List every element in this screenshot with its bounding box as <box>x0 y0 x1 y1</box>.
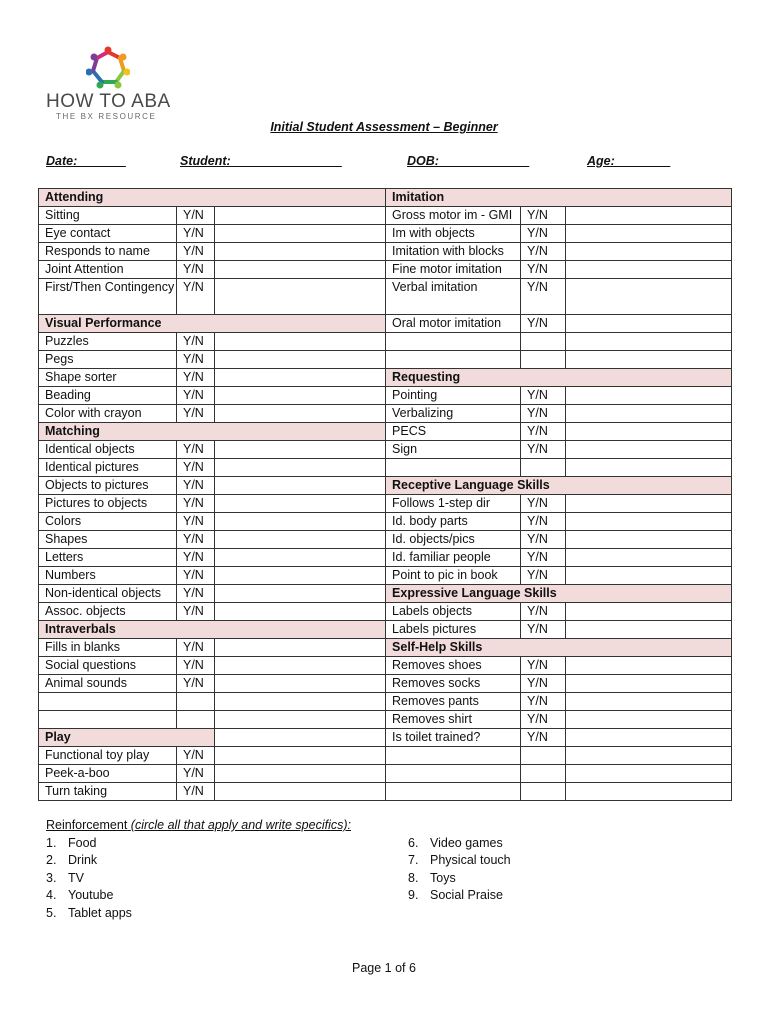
notes-cell[interactable] <box>215 693 386 711</box>
table-row <box>39 729 732 747</box>
yes-no-cell[interactable]: Y/N <box>521 657 566 675</box>
notes-cell[interactable] <box>521 351 566 369</box>
notes-cell[interactable] <box>215 387 386 405</box>
item-number: 6. <box>408 836 419 850</box>
yes-no-cell[interactable]: Y/N <box>521 513 566 531</box>
skill-label: Fills in blanks <box>39 639 177 657</box>
section-header: Requesting <box>386 369 732 387</box>
reinforcement-item[interactable] <box>46 852 132 869</box>
yes-no-cell[interactable]: Y/N <box>177 351 215 369</box>
item-number: 9. <box>408 888 419 903</box>
logo-title: HOW TO ABA <box>46 91 171 112</box>
table-row <box>39 621 732 639</box>
skill-label: Eye contact <box>39 225 177 243</box>
notes-cell[interactable] <box>566 567 732 585</box>
table-row <box>39 567 732 585</box>
skill-label: Labels objects <box>386 603 521 621</box>
notes-cell[interactable] <box>566 387 732 405</box>
yes-no-cell[interactable]: Y/N <box>177 639 215 657</box>
notes-cell[interactable] <box>386 747 521 765</box>
notes-cell[interactable] <box>566 729 732 747</box>
table-row <box>39 765 732 783</box>
yes-no-cell[interactable]: Y/N <box>521 729 566 747</box>
table-row <box>39 513 732 531</box>
notes-cell[interactable] <box>566 207 732 225</box>
yes-no-cell[interactable]: Y/N <box>177 585 215 603</box>
yes-no-cell[interactable]: Y/N <box>177 387 215 405</box>
notes-cell[interactable] <box>215 369 386 387</box>
skill-label: Imitation with blocks <box>386 243 521 261</box>
yes-no-cell[interactable]: Y/N <box>177 225 215 243</box>
notes-cell[interactable] <box>215 765 386 783</box>
yes-no-cell[interactable]: Y/N <box>177 765 215 783</box>
notes-cell[interactable] <box>215 405 386 423</box>
skill-label: Objects to pictures <box>39 477 177 495</box>
table-row <box>39 333 732 351</box>
table-row <box>39 531 732 549</box>
yes-no-cell[interactable]: Y/N <box>521 549 566 567</box>
reinforcement-item[interactable] <box>408 835 511 852</box>
notes-cell[interactable] <box>386 351 521 369</box>
yes-no-cell[interactable]: Y/N <box>521 423 566 441</box>
yes-no-cell[interactable]: Y/N <box>177 441 215 459</box>
reinforcement-item[interactable] <box>46 835 132 852</box>
skill-label: Sitting <box>39 207 177 225</box>
skill-label: Responds to name <box>39 243 177 261</box>
table-row <box>39 315 732 333</box>
item-label: Video games <box>430 836 503 850</box>
notes-cell[interactable] <box>215 513 386 531</box>
yes-no-cell[interactable]: Y/N <box>177 675 215 693</box>
yes-no-cell[interactable]: Y/N <box>521 567 566 585</box>
notes-cell[interactable] <box>566 279 732 315</box>
age-field[interactable]: Age: <box>587 154 671 168</box>
table-row <box>39 675 732 693</box>
notes-cell[interactable] <box>215 351 386 369</box>
table-row <box>39 783 732 801</box>
skill-label: Pointing <box>386 387 521 405</box>
yes-no-cell[interactable]: Y/N <box>521 711 566 729</box>
skill-label: Assoc. objects <box>39 603 177 621</box>
skill-label: Removes pants <box>386 693 521 711</box>
notes-cell[interactable] <box>566 261 732 279</box>
skill-label: Letters <box>39 549 177 567</box>
notes-cell[interactable] <box>566 711 732 729</box>
notes-cell[interactable] <box>566 243 732 261</box>
yes-no-cell[interactable]: Y/N <box>177 531 215 549</box>
item-label: Toys <box>430 870 456 885</box>
table-row <box>39 405 732 423</box>
skill-label: Shapes <box>39 531 177 549</box>
page-number: Page 1 of 6 <box>352 961 416 975</box>
yes-no-cell[interactable]: Y/N <box>521 243 566 261</box>
date-field[interactable]: Date: <box>46 154 126 168</box>
skill-label: Im with objects <box>386 225 521 243</box>
notes-cell[interactable] <box>566 621 732 639</box>
notes-cell[interactable] <box>521 747 566 765</box>
table-row <box>39 603 732 621</box>
item-label: Food <box>68 836 97 850</box>
how-to-aba-logo <box>46 44 170 120</box>
skill-label: Peek-a-boo <box>39 765 177 783</box>
skill-label: Beading <box>39 387 177 405</box>
student-field[interactable]: Student: <box>180 154 342 168</box>
section-header: Attending <box>39 189 386 207</box>
skill-label: Pictures to objects <box>39 495 177 513</box>
notes-cell[interactable] <box>215 783 386 801</box>
notes-cell[interactable] <box>215 729 386 747</box>
skill-label: Colors <box>39 513 177 531</box>
reinforcement-note: (circle all that apply and write specifics): <box>130 818 352 832</box>
notes-cell[interactable] <box>566 531 732 549</box>
reinforcement-label: Reinforcement <box>46 818 128 832</box>
skill-label: Identical objects <box>39 441 177 459</box>
notes-cell[interactable] <box>215 567 386 585</box>
table-row <box>39 711 732 729</box>
skill-label: Numbers <box>39 567 177 585</box>
yes-no-cell[interactable]: Y/N <box>177 477 215 495</box>
yes-no-cell[interactable]: Y/N <box>521 279 566 315</box>
skill-label: Verbal imitation <box>386 279 521 315</box>
skill-label: Identical pictures <box>39 459 177 477</box>
notes-cell[interactable] <box>215 675 386 693</box>
yes-no-cell[interactable]: Y/N <box>177 567 215 585</box>
skill-label: Social questions <box>39 657 177 675</box>
notes-cell[interactable] <box>566 459 732 477</box>
notes-cell[interactable] <box>215 603 386 621</box>
skill-label: Sign <box>386 441 521 459</box>
yes-no-cell[interactable]: Y/N <box>177 369 215 387</box>
table-row <box>39 225 732 243</box>
notes-cell[interactable] <box>215 441 386 459</box>
table-row <box>39 279 732 315</box>
section-header: Expressive Language Skills <box>386 585 732 603</box>
notes-cell[interactable] <box>215 459 386 477</box>
table-row <box>39 351 732 369</box>
notes-cell[interactable] <box>215 711 386 729</box>
dob-field[interactable]: DOB: <box>407 154 530 168</box>
yes-no-cell[interactable]: Y/N <box>521 315 566 333</box>
notes-cell[interactable] <box>215 747 386 765</box>
notes-cell[interactable] <box>177 693 215 711</box>
yes-no-cell[interactable]: Y/N <box>177 459 215 477</box>
notes-cell[interactable] <box>215 477 386 495</box>
table-row <box>39 495 732 513</box>
item-label: Tablet apps <box>68 905 132 920</box>
notes-cell[interactable] <box>566 495 732 513</box>
notes-cell[interactable] <box>215 207 386 225</box>
skill-label: Removes shoes <box>386 657 521 675</box>
notes-cell[interactable] <box>566 423 732 441</box>
notes-cell[interactable] <box>215 585 386 603</box>
notes-cell[interactable] <box>39 711 177 729</box>
yes-no-cell[interactable]: Y/N <box>177 603 215 621</box>
notes-cell[interactable] <box>215 639 386 657</box>
yes-no-cell[interactable]: Y/N <box>521 531 566 549</box>
section-header: Matching <box>39 423 386 441</box>
yes-no-cell[interactable]: Y/N <box>177 279 215 315</box>
item-number: 2. <box>46 853 57 868</box>
item-number: 4. <box>46 888 57 903</box>
yes-no-cell[interactable]: Y/N <box>177 513 215 531</box>
skill-label: Color with crayon <box>39 405 177 423</box>
item-number: 7. <box>408 853 419 868</box>
yes-no-cell[interactable]: Y/N <box>521 621 566 639</box>
notes-cell[interactable] <box>215 657 386 675</box>
reinforcement-heading <box>46 818 351 832</box>
table-row <box>39 369 732 387</box>
skill-label: Labels pictures <box>386 621 521 639</box>
reinforcement-list-right <box>408 835 511 905</box>
reinforcement-item[interactable] <box>408 887 511 904</box>
table-row <box>39 261 732 279</box>
table-row <box>39 459 732 477</box>
notes-cell[interactable] <box>566 693 732 711</box>
section-header: Play <box>39 729 215 747</box>
notes-cell[interactable] <box>566 405 732 423</box>
skill-label: Turn taking <box>39 783 177 801</box>
section-header: Imitation <box>386 189 732 207</box>
notes-cell[interactable] <box>566 657 732 675</box>
notes-cell[interactable] <box>215 333 386 351</box>
notes-cell[interactable] <box>215 261 386 279</box>
table-row <box>39 189 732 207</box>
reinforcement-item[interactable] <box>408 852 511 869</box>
yes-no-cell[interactable]: Y/N <box>177 495 215 513</box>
skill-label: Shape sorter <box>39 369 177 387</box>
notes-cell[interactable] <box>386 459 521 477</box>
table-row <box>39 387 732 405</box>
yes-no-cell[interactable]: Y/N <box>521 495 566 513</box>
item-number: 1. <box>46 836 57 850</box>
table-row <box>39 207 732 225</box>
notes-cell[interactable] <box>386 333 521 351</box>
people-circle-logo-icon <box>86 46 130 90</box>
notes-cell[interactable] <box>566 315 732 333</box>
skill-label: Animal sounds <box>39 675 177 693</box>
yes-no-cell[interactable]: Y/N <box>177 243 215 261</box>
skill-label: Removes shirt <box>386 711 521 729</box>
table-row <box>39 639 732 657</box>
notes-cell[interactable] <box>215 279 386 315</box>
notes-cell[interactable] <box>386 765 521 783</box>
notes-cell[interactable] <box>566 783 732 801</box>
item-label: Physical touch <box>430 853 511 868</box>
notes-cell[interactable] <box>566 441 732 459</box>
yes-no-cell[interactable]: Y/N <box>177 783 215 801</box>
reinforcement-item[interactable] <box>46 870 132 887</box>
table-row <box>39 657 732 675</box>
reinforcement-item[interactable] <box>408 870 511 887</box>
yes-no-cell[interactable]: Y/N <box>521 261 566 279</box>
notes-cell[interactable] <box>521 783 566 801</box>
notes-cell[interactable] <box>215 531 386 549</box>
item-label: TV <box>68 870 84 885</box>
yes-no-cell[interactable]: Y/N <box>177 549 215 567</box>
reinforcement-item[interactable] <box>46 887 132 904</box>
table-row <box>39 747 732 765</box>
yes-no-cell[interactable]: Y/N <box>521 441 566 459</box>
item-label: Youtube <box>68 888 114 903</box>
notes-cell[interactable] <box>215 549 386 567</box>
notes-cell[interactable] <box>566 675 732 693</box>
yes-no-cell[interactable]: Y/N <box>177 405 215 423</box>
item-label: Drink <box>68 853 98 868</box>
skill-label: Removes socks <box>386 675 521 693</box>
skill-label: Id. familiar people <box>386 549 521 567</box>
yes-no-cell[interactable]: Y/N <box>177 207 215 225</box>
yes-no-cell[interactable]: Y/N <box>521 207 566 225</box>
notes-cell[interactable] <box>215 225 386 243</box>
skill-label: Gross motor im - GMI <box>386 207 521 225</box>
item-number: 3. <box>46 870 57 885</box>
notes-cell[interactable] <box>566 765 732 783</box>
notes-cell[interactable] <box>177 711 215 729</box>
section-header: Receptive Language Skills <box>386 477 732 495</box>
notes-cell[interactable] <box>566 225 732 243</box>
skill-label: Joint Attention <box>39 261 177 279</box>
logo-subtitle: THE BX RESOURCE <box>56 112 157 121</box>
item-number: 8. <box>408 870 419 885</box>
notes-cell[interactable] <box>566 333 732 351</box>
section-header: Visual Performance <box>39 315 386 333</box>
assessment-table <box>38 188 732 801</box>
reinforcement-list-left <box>46 835 132 922</box>
notes-cell[interactable] <box>39 693 177 711</box>
skill-label: Non-identical objects <box>39 585 177 603</box>
notes-cell[interactable] <box>566 351 732 369</box>
yes-no-cell[interactable]: Y/N <box>521 675 566 693</box>
yes-no-cell[interactable]: Y/N <box>177 261 215 279</box>
notes-cell[interactable] <box>215 495 386 513</box>
skill-label: Follows 1-step dir <box>386 495 521 513</box>
table-row <box>39 441 732 459</box>
yes-no-cell[interactable]: Y/N <box>521 405 566 423</box>
section-header: Self-Help Skills <box>386 639 732 657</box>
table-row <box>39 423 732 441</box>
yes-no-cell[interactable]: Y/N <box>177 657 215 675</box>
yes-no-cell[interactable]: Y/N <box>177 747 215 765</box>
skill-label: Point to pic in book <box>386 567 521 585</box>
skill-label: Id. objects/pics <box>386 531 521 549</box>
table-row <box>39 585 732 603</box>
notes-cell[interactable] <box>386 783 521 801</box>
table-row <box>39 243 732 261</box>
skill-label: Id. body parts <box>386 513 521 531</box>
notes-cell[interactable] <box>521 765 566 783</box>
notes-cell[interactable] <box>566 513 732 531</box>
document-title: Initial Student Assessment – Beginner <box>270 120 498 134</box>
skill-label: Puzzles <box>39 333 177 351</box>
notes-cell[interactable] <box>215 243 386 261</box>
yes-no-cell[interactable]: Y/N <box>521 387 566 405</box>
yes-no-cell[interactable]: Y/N <box>521 225 566 243</box>
skill-label: Verbalizing <box>386 405 521 423</box>
skill-label: Fine motor imitation <box>386 261 521 279</box>
skill-label: First/Then Contingency <box>39 279 177 315</box>
notes-cell[interactable] <box>566 603 732 621</box>
skill-label: Functional toy play <box>39 747 177 765</box>
item-label: Social Praise <box>430 888 503 903</box>
item-number: 5. <box>46 905 57 920</box>
section-header: Intraverbals <box>39 621 386 639</box>
yes-no-cell[interactable]: Y/N <box>521 603 566 621</box>
notes-cell[interactable] <box>566 747 732 765</box>
skill-label: Pegs <box>39 351 177 369</box>
table-row <box>39 477 732 495</box>
skill-label: Is toilet trained? <box>386 729 521 747</box>
yes-no-cell[interactable]: Y/N <box>177 333 215 351</box>
table-row <box>39 549 732 567</box>
skill-label: Oral motor imitation <box>386 315 521 333</box>
notes-cell[interactable] <box>521 333 566 351</box>
skill-label: PECS <box>386 423 521 441</box>
reinforcement-item[interactable] <box>46 905 132 922</box>
notes-cell[interactable] <box>521 459 566 477</box>
notes-cell[interactable] <box>566 549 732 567</box>
table-row <box>39 693 732 711</box>
yes-no-cell[interactable]: Y/N <box>521 693 566 711</box>
